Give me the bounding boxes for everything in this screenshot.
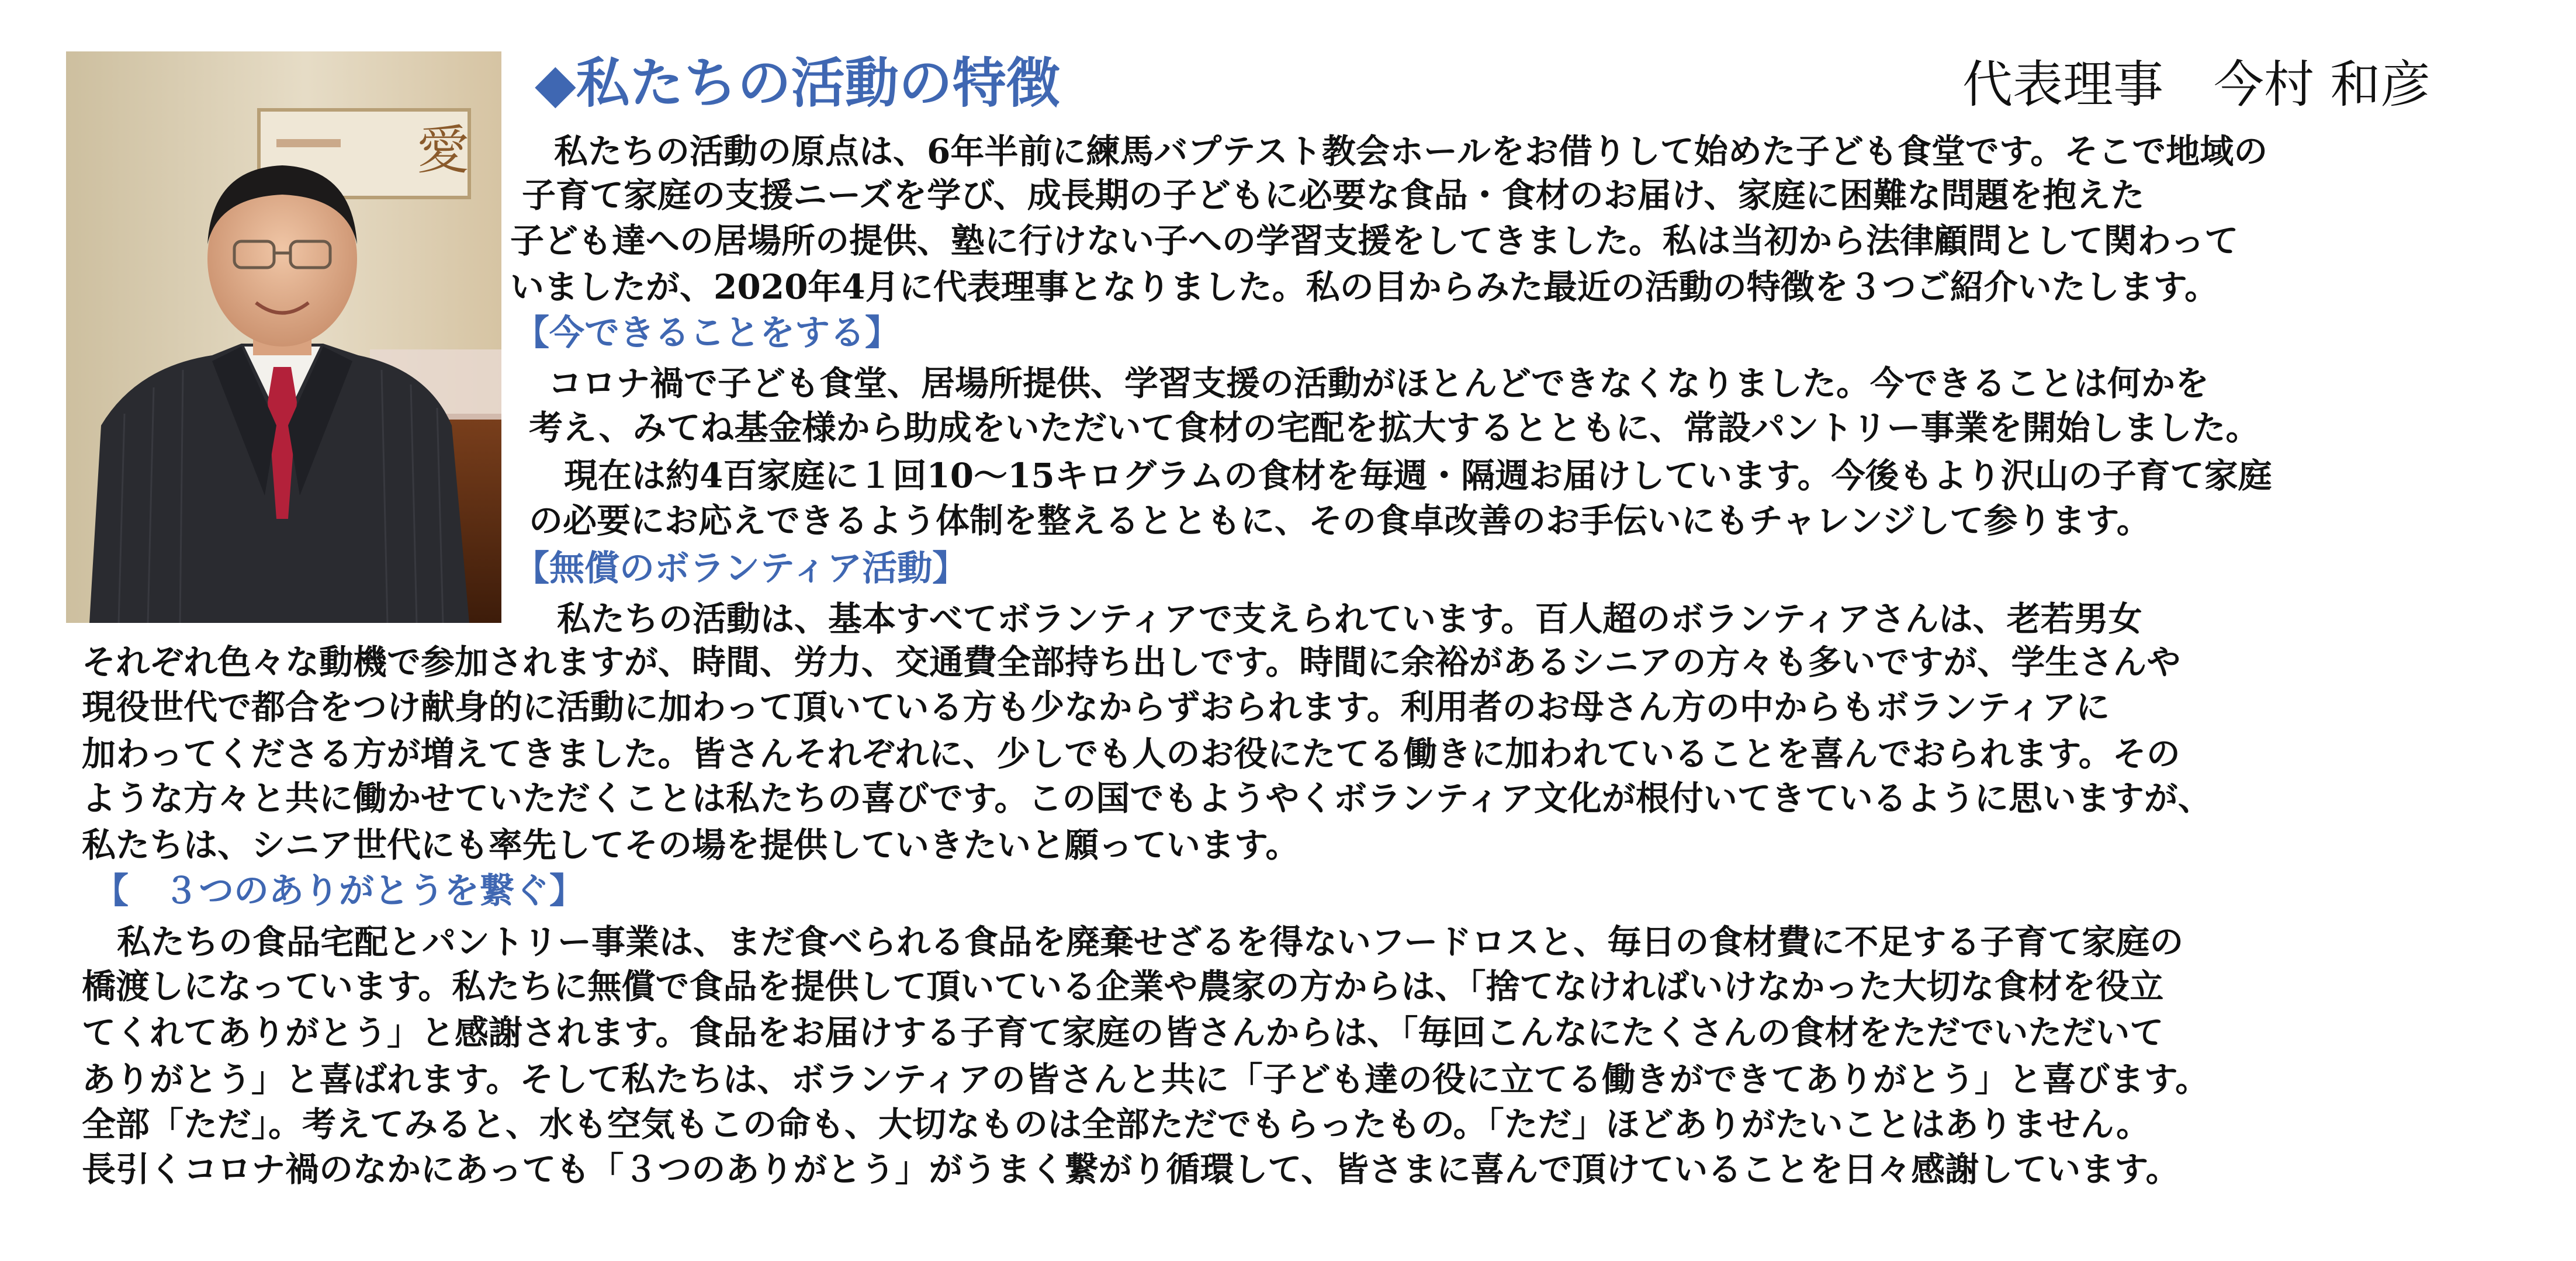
section2-line: それぞれ色々な動機で参加されますが、時間、労力、交通費全部持ち出しです。時間に余裕があるシニアの方々も多いですが、学生さんや — [82, 642, 2181, 682]
section-title-thanks: 【 ３つのありがとうを繋ぐ】 — [94, 871, 584, 912]
section2-line: 私たちは、シニア世代にも率先してその場を提供していきたいと願っています。 — [82, 825, 1300, 865]
portrait-photo-icon — [66, 51, 501, 623]
article-heading: ◆私たちの活動の特徴 — [535, 52, 1060, 115]
intro-line: 子育て家庭の支援ニーズを学び、成長期の子どもに必要な食品・食材のお届け、家庭に困難な問題を抱えた — [522, 175, 2145, 215]
section3-line: 長引くコロナ禍のなかにあっても「３つのありがとう」がうまく繋がり循環して、皆さまに喜んで頂けていることを日々感謝しています。 — [82, 1149, 2180, 1189]
section2-line: ような方々と共に働かせていただくことは私たちの喜びです。この国でもようやくボランティア文化が根付いてきているように思いますが、 — [82, 778, 2212, 818]
svg-text:愛: 愛 — [417, 120, 469, 181]
section3-line: 橋渡しになっています。私たちに無償で食品を提供して頂いている企業や農家の方からは、「捨てなければいけなかった大切な食材を役立 — [82, 966, 2164, 1006]
intro-line: 私たちの活動の原点は、6年半前に練馬バプテスト教会ホールをお借りして始めた子ども食堂です。そこで地域の — [554, 131, 2268, 171]
section3-line: 全部「ただ」。考えてみると、水も空気もこの命も、大切なものは全部ただでもらったもの。「ただ」ほどありがたいことはありません。 — [82, 1104, 2151, 1144]
section-title-volunteer: 【無償のボランティア活動】 — [514, 548, 968, 589]
section3-line: てくれてありがとう」と感謝されます。食品をお届けする子育て家庭の皆さんからは、「毎回こんなにたくさんの食材をただでいただいて — [82, 1013, 2164, 1052]
intro-line: いましたが、2020年4月に代表理事となりました。私の目からみた最近の活動の特徴を３つご紹介いたします。 — [510, 267, 2219, 307]
intro-line: 子ども達への居場所の提供、塾に行けない子への学習支援をしてきました。私は当初から法律顧問として関わって — [510, 221, 2239, 261]
section1-line: 現在は約4百家庭に１回10～15キログラムの食材を毎週・隔週お届けしています。今後もより沢山の子育て家庭 — [564, 456, 2272, 496]
section3-line: ありがとう」と喜ばれます。そして私たちは、ボランティアの皆さんと共に「子ども達の役に立てる働きができてありがとう」と喜びます。 — [82, 1059, 2210, 1099]
section2-line: 加わってくださる方が増えてきました。皆さんそれぞれに、少しでも人のお役にたてる働きに加われていることを喜んでおられます。その — [82, 734, 2180, 774]
representative-portrait-photo — [66, 51, 501, 623]
author-name: 代表理事 今村 和彦 — [1962, 56, 2431, 114]
section1-line: コロナ禍で子ども食堂、居場所提供、学習支援の活動がほとんどできなくなりました。今できることは何かを — [548, 363, 2210, 403]
section2-line: 私たちの活動は、基本すべてボランティアで支えられています。百人超のボランティアさんは、老若男女 — [557, 599, 2142, 639]
section1-line: 考え、みてね基金様から助成をいただいて食材の宅配を拡大するとともに、常設パントリー事業を開始しました。 — [529, 408, 2260, 448]
section2-line: 現役世代で都合をつけ献身的に活動に加わって頂いている方も少なからずおられます。利用者のお母さん方の中からもボランティアに — [82, 687, 2110, 727]
section1-line: の必要にお応えできるよう体制を整えるとともに、その食卓改善のお手伝いにもチャレンジして参ります。 — [529, 501, 2151, 541]
section3-line: 私たちの食品宅配とパントリー事業は、まだ食べられる食品を廃棄せざるを得ないフードロスと、毎日の食材費に不足する子育て家庭の — [117, 922, 2184, 962]
section-title-now: 【今できることをする】 — [514, 313, 900, 354]
